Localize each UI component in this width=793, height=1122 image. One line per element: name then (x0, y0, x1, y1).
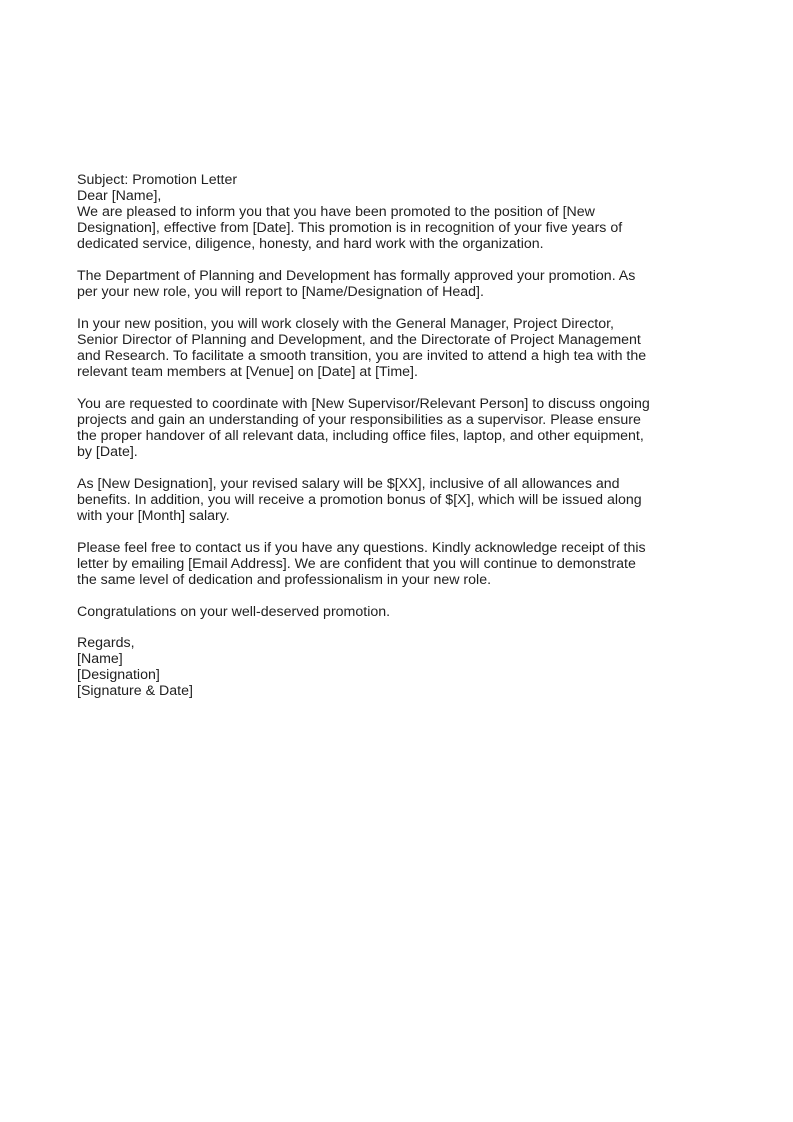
paragraph-promotion-notice: We are pleased to inform you that you have been promoted to the position of [New Designation], effective from [Date]. This promotion is in recognition of your five years of dedicated service, diligence, honesty, and hard work with the organization. (77, 204, 623, 252)
paragraph-new-position: In your new position, you will work closely with the General Manager, Project Director, Senior Director of Planning and Development, and the Directorate of Project Management and Research. To facilitate a smooth transition, you are invited to attend a high tea with the relevant team members at [Venue] on [Date] at [Time]. (77, 316, 647, 380)
closing-line: Congratulations on your well-deserved promotion. (77, 604, 391, 620)
paragraph-contact: Please feel free to contact us if you have any questions. Kindly acknowledge receipt of this letter by emailing [Email Address]. We are confident that you will continue to demonstrate the same level of dedication and professionalism in your new role. (77, 540, 646, 588)
signoff-designation: [Designation] (77, 667, 160, 683)
letter-subject: Subject: Promotion Letter (77, 172, 238, 188)
paragraph-approval: The Department of Planning and Development has formally approved your promotion. As per your new role, you will report to [Name/Designation of Head]. (77, 268, 636, 300)
paragraph-salary: As [New Designation], your revised salary will be $[XX], inclusive of all allowances and benefits. In addition, you will receive a promotion bonus of $[X], which will be issued along with your [Month] salary. (77, 476, 642, 524)
signoff-name: [Name] (77, 651, 123, 667)
signoff-regards: Regards, (77, 635, 135, 651)
promotion-letter (77, 172, 697, 699)
signoff-signature-date: [Signature & Date] (77, 683, 193, 699)
paragraph-coordination: You are requested to coordinate with [New Supervisor/Relevant Person] to discuss ongoing projects and gain an understanding of your responsibilities as a supervisor. Please ensure the proper handover of all relevant data, including office files, laptop, and other equipment, by [Date]. (77, 396, 650, 460)
letter-greeting: Dear [Name], (77, 188, 162, 204)
signoff-block (77, 635, 697, 699)
